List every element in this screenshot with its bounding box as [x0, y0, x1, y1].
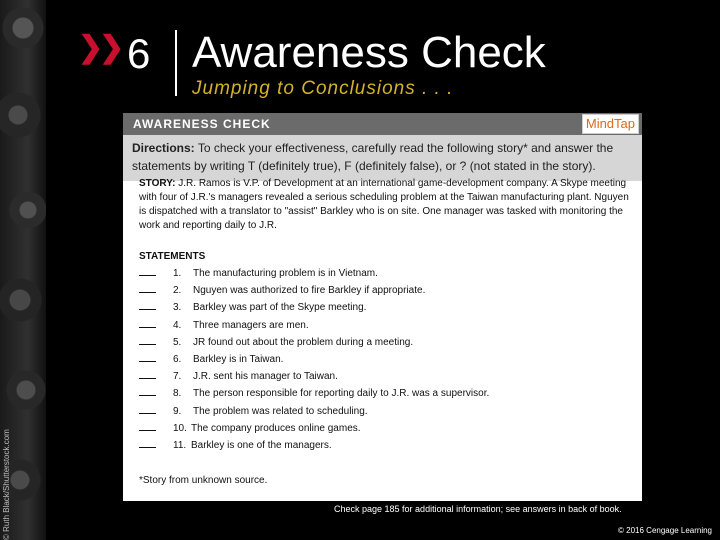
statement-number: 7.: [173, 371, 182, 383]
statement-number: 6.: [173, 354, 182, 365]
check-page-note: Check page 185 for additional information; see answers in back of book.: [334, 504, 622, 514]
statement-text: Barkley is one of the managers.: [191, 440, 332, 451]
statement-row: [139, 334, 413, 350]
statement-row: [139, 317, 309, 333]
statement-row: [139, 368, 338, 384]
statement-row: [139, 299, 366, 315]
statement-row: [139, 351, 283, 367]
story-label: STORY:: [139, 178, 176, 189]
double-chevron-icon: ❯❯: [78, 31, 121, 64]
statements-heading: STATEMENTS: [139, 251, 206, 262]
answer-blank[interactable]: [139, 437, 156, 448]
gear-decoration: [0, 0, 46, 540]
card-header: [123, 113, 642, 135]
page-subtitle: Jumping to Conclusions . . .: [192, 78, 454, 99]
statement-row: [139, 265, 378, 281]
answer-blank[interactable]: [139, 368, 156, 379]
photo-credit: © Ruth Black/Shutterstock.com: [2, 429, 11, 540]
directions-box: [123, 135, 642, 181]
answer-blank[interactable]: [139, 299, 156, 310]
chapter-number: 6: [127, 30, 151, 77]
statement-number: 8.: [173, 388, 182, 400]
statement-number: 1.: [173, 268, 182, 279]
statement-row: [139, 385, 489, 401]
statement-text: JR found out about the problem during a meeting.: [193, 336, 414, 348]
answer-blank[interactable]: [139, 317, 156, 328]
story-footnote: *Story from unknown source.: [139, 475, 268, 486]
statement-number: 11.: [173, 440, 187, 451]
directions-label: Directions:: [132, 141, 195, 155]
statement-row: [139, 420, 361, 436]
statement-text: Barkley was part of the Skype meeting.: [193, 302, 367, 314]
statement-text: Three managers are men.: [193, 319, 309, 331]
answer-blank[interactable]: [139, 351, 156, 362]
statement-number: 5.: [173, 336, 182, 348]
story-paragraph: [139, 177, 631, 233]
statement-text: Nguyen was authorized to fire Barkley if appropriate.: [193, 285, 426, 297]
statement-text: Barkley is in Taiwan.: [193, 354, 284, 365]
card-header-label: AWARENESS CHECK: [133, 117, 271, 131]
answer-blank[interactable]: [139, 385, 156, 396]
answer-blank[interactable]: [139, 403, 156, 414]
statement-row: [139, 282, 425, 298]
statement-text: J.R. sent his manager to Taiwan.: [193, 371, 338, 383]
title-divider: [175, 30, 177, 96]
directions-body: To check your effectiveness, carefully read the following story* and answer the statements by writing T (definitely true), F (definitely false), or ? (not stated in the story).: [132, 141, 614, 173]
directions-text: [132, 139, 632, 175]
statement-text: The person responsible for reporting daily to J.R. was a supervisor.: [193, 388, 490, 400]
statement-number: 9.: [173, 405, 182, 417]
statement-text: The company produces online games.: [191, 422, 361, 434]
answer-blank[interactable]: [139, 265, 156, 276]
statement-number: 2.: [173, 285, 182, 297]
mindtap-logo: MindTap: [582, 114, 639, 134]
statement-text: The manufacturing problem is in Vietnam.: [193, 268, 378, 279]
statement-row: [139, 403, 368, 419]
awareness-check-card: [123, 113, 642, 501]
statement-number: 3.: [173, 302, 182, 314]
statement-text: The problem was related to scheduling.: [193, 405, 368, 417]
answer-blank[interactable]: [139, 420, 156, 431]
statement-number: 4.: [173, 319, 182, 331]
answer-blank[interactable]: [139, 334, 156, 345]
page-title: Awareness Check: [192, 28, 546, 77]
answer-blank[interactable]: [139, 282, 156, 293]
statement-number: 10.: [173, 422, 187, 434]
copyright-text: © 2016 Cengage Learning: [618, 526, 712, 535]
story-body: J.R. Ramos is V.P. of Development at an international game-development company. A Skype meeting with four of J.R.'s managers revealed a serious scheduling problem at the Taiwan manufacturing plant. Nguyen is dispatched with a translator to "assist" Barkley who is on site. One manager was tasked with monitoring the work and reporting daily to J.R.: [139, 178, 629, 231]
statement-row: [139, 437, 332, 453]
